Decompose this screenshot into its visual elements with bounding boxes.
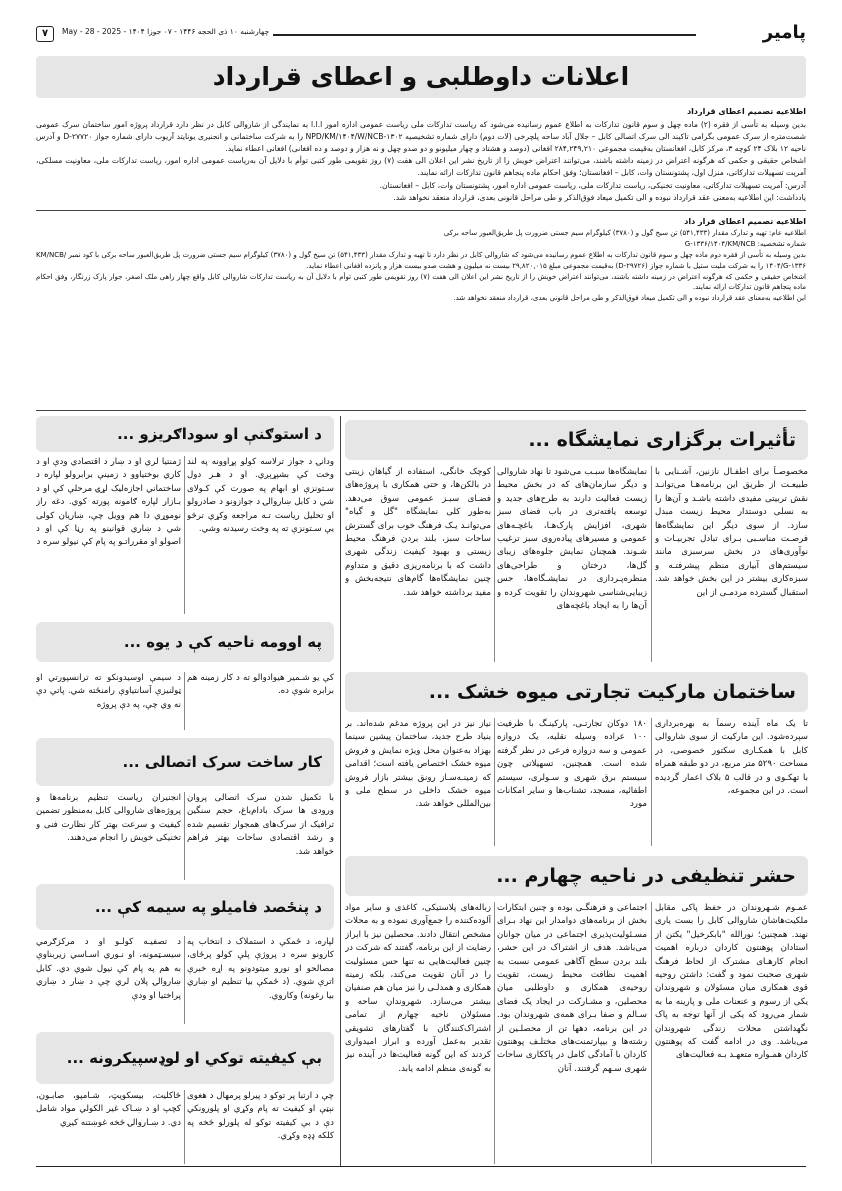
headline-road: کار ساخت سرک اتصالی ... bbox=[36, 738, 334, 786]
dateline: چهارشنبه ۱۰ ذی الحجه ۱۴۴۶ - ۰۷ جوزا ۱۴۰۴ - May - 28 - 2025 bbox=[58, 27, 273, 36]
column-rule bbox=[494, 466, 495, 662]
notice-title: اطلاعیه تصمیم اعطای قرار داد bbox=[684, 216, 806, 226]
notice-line: اطلاعیه عام: تهیه و تدارک مقدار (۵۴۱,۴۳۳) تن سیخ گول و (۳۷۸۰) کیلوگرام سیم جستی ضرورت پل طریق‌العبور ساحه برکی bbox=[443, 229, 806, 238]
headline-cleanup: حشر تنظیفی در ناحیه چهارم ... bbox=[345, 856, 808, 896]
article-market-col2: ۱۸۰ دوکان تجارتـی، پارکینـگ با ظرفیت ۱۰۰ عراده وسیله نقلیه، یک دروازه عمومی و سه دروازه فرعی در نظر گرفته شده است. همچنین، تسهیلاتی چون سیستم برق شهری و سـولری، سیستم اطفائیه، مسجد، تشناب‌ها و سایر امکانات مورد bbox=[497, 719, 647, 810]
page-header bbox=[36, 22, 806, 44]
article-cleanup-col2: اجتماعی و فرهنگـی بوده و چنین ابتکارات بخش از برنامه‌های دوامدار این نهاد بـرای مسـئولیت‌پذیری اجتماعی در میان جوانان می‌باشد. هدف از اشتراک در این حشر، بلند بردن سطح آگاهی عمومی نسبت به اهمیت نظافت محیط زیست، تقویت روحیه‌ی همکاری و داوطلبی میان محصلین، و مشـارکت در ایجاد یک فضای سـالم و صفا بـرای همه‌ی شهروندان بود. در این برنامه، دهها تن از محصلـین از رشته‌ها و بیپارتمنت‌های مختلـف پوهنتون کاردان با آمادگی کامل در پاککاری ساحات شهری سـهم گرفتند. آنان bbox=[497, 903, 647, 1074]
notice-line: یادداشت: این اطلاعیه به‌معنی عقد قرارداد نبوده و الی تکمیل میعاد فوق‌الذکر و طی مراحل قانونی بعدی، قرارداد منعقد نخواهد شد. bbox=[393, 192, 806, 202]
headline-quality: بې کیفیته توکي او لوډسپیکرونه ... bbox=[36, 1032, 334, 1084]
section-banner: اعلانات داوطلبی و اعطای قرارداد bbox=[36, 56, 806, 98]
notice-line: اشخاص حقیقی و حکمی که هرگونه اعتراض در زمینه داشته باشند، می‌توانند اعتراض خویش را از تاریخ نشر این اعلان الی هفت (۷) روز تقویمی طور کتبی توأم با دلایل آن به‌ریاست عمومی اداره امور، ریاست تدارکات ملی، معاونیت مسلکی، آمریت تسهیلات تدارکاتی، منزل اول، پشتونستان وات، کابل – افغانستان؛ وفق احکام ماده پنجاهم قانون تدارکات ارائه نمایند. bbox=[36, 156, 806, 178]
notice-line: اشخاص حقیقی و حکمی که هرگونه اعتراض در زمینه داشته باشند، می‌توانند اعتراض خویش را از تاریخ نشر این اعلان الی هفت (۷) روز تقویمی طور کتبی توأم با دلایل آن به ریاست تدارکات شاروالی کابل واقع چهار راهی ملک اصغر، جوار پارک زرنگار، وفق احکام ماده پنجاهم قانون تدارکات ارائه نمایند. bbox=[36, 272, 806, 292]
article-exhibition-col2: نمایشگاه‌ها سبـب می‌شود تا نهاد شاروالی و دیگر سازمان‌های که در بخش محیط زیست فعالیت دارند به طرح‌های جدید و توسعه یافته‌تری در باب فضای سبز شهری، افزایش پارک‌هـا، باغچـه‌های عمومی و مسیرهای پیاده‌روی سبز ترغیب شـوند. همچنان نمایش جلوه‌های زیبای گل‌ها، درختان و طراحی‌های منظره‌پـردازی در نمایشـگاه‌ها، حس زیبایی‌شناسی شهروندان را تقویت کرده و آن‌ها را به ایجاد باغچه‌های bbox=[497, 467, 647, 612]
headline-exhibition: تأثیرات برگزاری نمایشگاه ... bbox=[345, 420, 808, 460]
article-stones-col1: ودانۍ د جواز ترلاسه کولو پړاوونه په لند وخت کې بشپړېږي. او د هـر دول سـتونزې او ابهام په صورت کې کـولای شي د کابل ښاروالۍ د جوازونو د صادرولو او تحلیل ریاست تـه مراجعه وکړي ترڅو یې سـتونزې ته په وخت رسیدنه وشي. bbox=[187, 457, 334, 535]
article-quality-col2: څاکلیت، بیسکویټ، شـامپو، صابـون، کچپ او د ښـاک غیر الکولي مواد شامل دي. د ښـاروالۍ څخه غوښتنه کیږي bbox=[36, 1091, 181, 1128]
article-stones-col2: ژمنتیا لري او د ښار د اقتصادي ودې او د کاري بوختیاوو د زمینې برابرولو لپاره د ساختماني اجازه‌لیک لړۍ مرحلې کې او د بـازار لپاره ګامونه پورته کوي. دغه راز نوموړي دا هم وویل چې، ښاریان کولی شي د ښاري قوانینو په رڼا کې او د اصولو او مقرراتـو په پام کې نیولو سره د bbox=[36, 457, 181, 548]
article-cleanup-col1: عمـوم شـهروندان در حفظ پاکی مقابل ملکیت‌هاشان شاروالی کابل را بست یاری نهند. همچنین؛ نورالله "بابکرخیل" یکتن از استادان پوهنتون کاردان درباره اهمیت انجام کارهـای مشترک از لحاظ فرهنگ شهری صحبت نمود و گفت: داشتن روحیه قوی همکاری میان مسئولان و شهروندان یکی از رسوم و عنعنات ملی و پارینه ما به شمار می‌رود که یکی از آنها توجه به پاک نگهداشتن محلات زندگی شهروندان می‌باشد. وی در ادامه گفت که پوهنتون کاردان همـواره متعهـد بـه فعالیت‌های bbox=[655, 903, 808, 1061]
notice-divider bbox=[36, 210, 806, 211]
headline-district: په اوومه ناحیه کې د یوه ... bbox=[36, 622, 334, 662]
column-rule bbox=[651, 902, 652, 1164]
block-divider bbox=[340, 416, 341, 1166]
article-road-col1: با تکمیل شدن سرک اتصالی پروان ورودی ها سرک بادام‌باغ، حجم سنگین ترافیک از سرک‌های همجوار تقسیم شده و رشد اقتصادی ساحات بهتر فراهم خواهد شد. bbox=[187, 793, 334, 857]
column-rule bbox=[184, 456, 185, 614]
article-cleanup-col3: زباله‌های پلاستیکی، کاغذی و سایر مواد آلوده‌کننده را جمع‌آوری نموده و به محلات مشخص انتقال دادند. محصلین نیز با ابراز رضایت از این برنامه، گفتند که شرکت در چنین فعالیت‌هایی نه تنها حس مسئولیت را در آنان تقویت می‌کند، بلکه زمینه همکاری و همدلـی را نیز میان هم صنفیان بیشتر می‌سازد. شهروندان ساحه و مسئولان ناحیه چهارم از تمامی اشتراک‌کنندگان با گفتارهای تشویقی تقدیر به‌عمل آورده و ابراز امیدواری کردند که این گونه فعالیت‌ها در آینده نیز به گونه‌ی منظم ادامه یابد. bbox=[345, 903, 491, 1074]
article-quality-col1: چې د ارتبا پر توکو د پیرلو پرمهال د هغوی نېټې او کیفیت ته پام وکړي او پلورونکي دې د بې کیفیته توکو له پلورلو څخه په کلکه ډډه وکړي. bbox=[187, 1091, 334, 1142]
column-rule bbox=[494, 718, 495, 846]
notice-line: شماره تشخصیه: G-۱۳۳۶/۱۴۰۴/KM/NCB bbox=[684, 240, 806, 249]
column-rule bbox=[184, 936, 185, 1024]
article-market-col1: تا یک ماه آینده رسماً به بهره‌برداری سپرده‌شود. این مارکیت از سوی شاروالی کابل با همکـاری سکتور خصوصی، در مساحت ۵۲۹۰ متر مربع، در دو طبقه همراه با تهکـوی و در قالب ۵ بلاک اعمار گردیده است. در این مجموعه، bbox=[655, 719, 808, 797]
notice-2 bbox=[36, 216, 806, 304]
column-rule bbox=[184, 672, 185, 730]
article-families-col2: د تصفیـه کولـو او د مرکزګرمي سیسـټمونه، او نـوري اسـاسي زیربناوې به هم په پام کې نیول شوي دي. کابل ښاروالۍ پلان لري چې د ښار د ښاري پراختیا او ودې bbox=[36, 937, 181, 1001]
headline-stones: د استوګنې او سوداګریزو ... bbox=[36, 416, 334, 452]
article-families-col1: لپاره، د ځمکې د استملاک د انتخاب په کارونو سره د پروژې پلې کولو پرځای، مصالحو او نورو میتودونو په اړه خبرې اترې شوي. (د ځمکې بیا تنظیم او ښاري بیا رغونه) وکاروي. bbox=[187, 937, 334, 1001]
page-number: ۷ bbox=[36, 26, 54, 42]
article-road-col2: انجنیران ریاست تنظیم برنامه‌ها و پروژه‌های شاروالی کابل به‌منظور تضمین کیفیت و سرعت بهتر کار نظارت فنی و تخنیکی خویش را انجام می‌دهند. bbox=[36, 793, 181, 844]
notice-title: اطلاعیه تصمیم اعطای قرارداد bbox=[687, 107, 806, 116]
article-exhibition-col3: کوچک خانگی، استفاده از گیاهان زینتی در بالکن‌ها، و حتی همکاری با پروژه‌های فضـای سبـز عمومی سوق می‌دهد. به‌طور کلی نمایشگاه "گل و گیاه" می‌توانـد یـک فرهنگ خوب برای گسترش ساحات سبز، بلند بردن فرهنگ محیط زیستی و بهبود کیفیت زندگی شهری داشت که با برنامه‌ریزی دقیق و متداوم چنین نمایشگاه‌ها گام‌های نتیجه‌بخش و مفید برداشته خواهد شد. bbox=[345, 467, 491, 598]
brand-title: پامیر bbox=[757, 22, 806, 43]
column-rule bbox=[184, 1090, 185, 1164]
footer-rule bbox=[36, 1166, 806, 1167]
article-market-col3: نیاز نیز در این پروژه مدغم شده‌اند. بر بنیاد طرح جدید، ساختمان پیشین سینما بهزاد به‌عنوان محل ویژه نمایش و فروش میوه خشک اختصاص یافته است؛ اقدامی که زمینـه‌سـاز رونق بیشتر بازار فروش میوه خشک داخلی در سطح ملی و بین‌المللی خواهد شد. bbox=[345, 719, 491, 810]
section-divider bbox=[36, 410, 806, 411]
headline-market: ساختمان مارکیت تجارتی میوه خشک ... bbox=[345, 672, 808, 712]
article-district-col1: کې یو شـمیر هیوادوالو ته د کار زمینه هم برابره شوې ده. bbox=[187, 673, 334, 697]
notice-line: بدین وسیله به تأسی از فقره دوم ماده چهل و سوم قانون تدارکات به اطلاع عموم رسانیده می‌شود که شاروالی کابل در نظر دارد تا تهیه و تدارک مقدار (۵۴۱,۴۳۳) تن سیخ گول و (۳۷۸۰) کیلوگرام سیم جستی ضرورت پل طریق‌العبور ساحه برکی با کود نمبر KM/NCB/۱۴۰۴/G-۱۳۳۶ را به شرکت ملیت ستیل با شماره جواز (D-۲۹۷۲۶) به‌قیمت مجموعی مبلغ ۲۹,۸۲۰,۰۱۵ بیست نه میلیون و هشت صدو بیست هزار و پانزده افغانی اعطاء نماید. bbox=[36, 250, 806, 270]
notice-line: آدرس: آمریت تسهیلات تدارکاتی، معاونیت تخنیکی، ریاست تدارکات ملی، ریاست عمومی اداره امور، پشتونستان وات، کابل – افغانستان. bbox=[379, 180, 806, 190]
column-rule bbox=[184, 792, 185, 880]
notices-section bbox=[36, 106, 806, 310]
article-district-col2: د سیمې اوسیدونکو ته ترانسپورتي او ټولنیزې آسانتیاوې رامنځته شي. پاتې دې نه وي چې، په دې پروژه bbox=[36, 673, 181, 710]
article-exhibition-col1: مخصوصـاً برای اطفـال نازنین، آشـنایی با طبیعـت از طریق این برنامه‌هـا می‌توانـد نقش تربیتی مفیدی داشته باشـد و آن‌ها را به نسلی دوستدار محیط زیست مبدل سازد. از سوی دیگر این نمایشگاه‌ها فرصـت مناسـبی بـرای تبادل تجربیـات و نوآوری‌های در بخش سرسبزی مانند سیستم‌های آبیاری منظم پیشرفتـه و سبزه‌کاری بیشتر در این بخش خواهد شد. استقبال گسترده مردمـی از این bbox=[655, 467, 808, 598]
column-rule bbox=[494, 902, 495, 1164]
notice-1 bbox=[36, 106, 806, 204]
headline-families: د پنځصد فامیلو په سیمه کې ... bbox=[36, 884, 334, 930]
column-rule bbox=[651, 718, 652, 846]
column-rule bbox=[651, 466, 652, 662]
notice-line: بدین وسیله به تأسی از فقره (۲) ماده چهل و سوم قانون تدارکات به اطلاع عموم رسانیده می‌شود که ریاست تدارکات ملی ریاست عمومی اداره امور ا.ا.ا به نمایندگی از شاروالی کابل در نظر دارد قرارداد پروژه امور ساختمان سرک عمومی شصت‌متره از سرک عمومی بگرامی تاکیند الی سرک اتصالی کابل – جلال آباد ساحه پلچرخی (لات دوم) دارای شماره تشخیصیه NPD/KM/۱۴۰۴/W/NCB-۱۳۰۲ را به شرکت ساختمانی و انجنیری یونایتد آریوب دارای شماره جواز D-۲۷۷۲۰ و آدرس ناحیه ۱۲ بلاک ۲۴ کوچه ۳، مرکز کابل، افغانستان به‌قیمت مجموعی ۲۸۴,۲۴۹,۲۱۰ افغانی (دوصد و هشتاد و چهار میلیونو و دو صدو چهل و نه هزار و دوصد و ده افغانی) افغانی اعطاء نماید. bbox=[36, 119, 806, 154]
header-rule bbox=[226, 34, 696, 36]
notice-line: این اطلاعیه به‌معنای عقد قرارداد نبوده و الی تکمیل میعاد فوق‌الذکر و طی مراحل قانونی بعدی، قرارداد منعقد نخواهد شد. bbox=[453, 294, 806, 303]
